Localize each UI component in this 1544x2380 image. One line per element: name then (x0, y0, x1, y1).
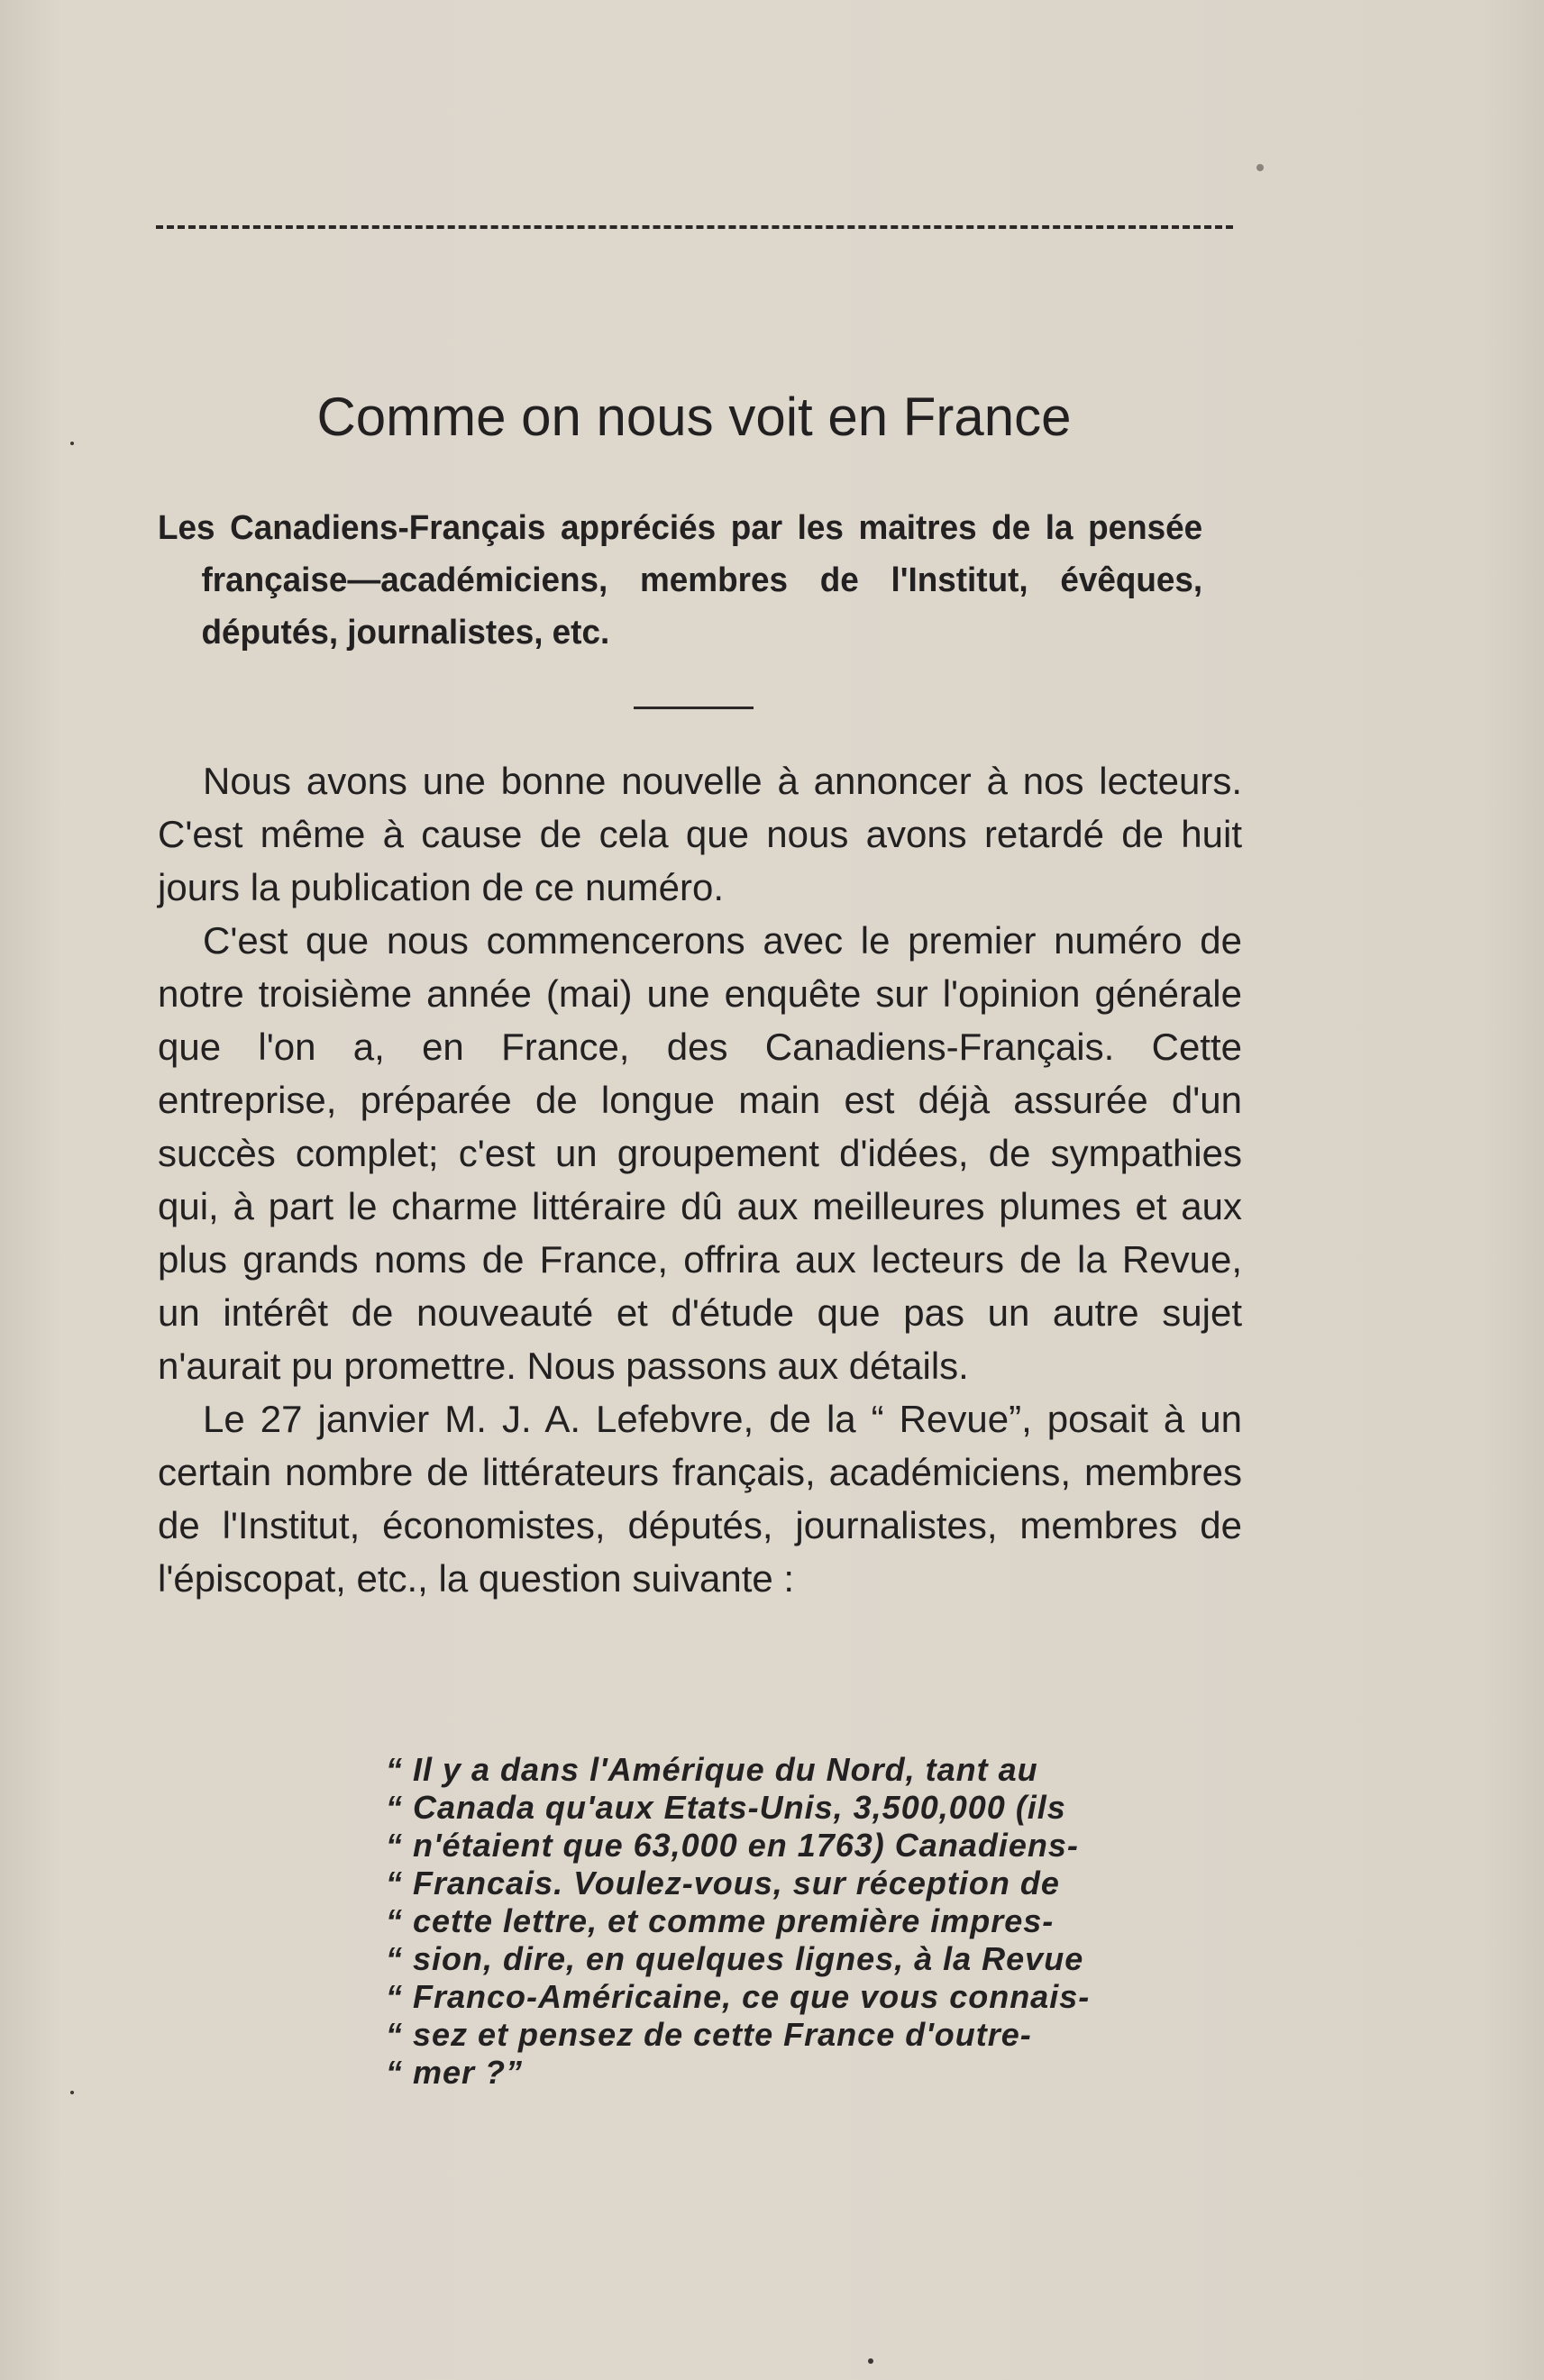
quote-line: “ sez et pensez de cette France d'outre- (386, 2016, 1032, 2053)
quote-line: “ n'étaient que 63,000 en 1763) Canadiens- (386, 1827, 1079, 1864)
paragraph-3: Le 27 janvier M. J. A. Lefebvre, de la “ Revue”, posait à un certain nombre de littérateurs français, académiciens, membres de l'Institut, économistes, députés, journalistes, membres de l'épiscopat, etc., la question suivante : (158, 1398, 1242, 1600)
quote-line: “ Franco-Américaine, ce que vous connais- (386, 1978, 1091, 2015)
page-title: Comme on nous voit en France (316, 387, 1072, 447)
quote-line: “ cette lettre, et comme première impres- (386, 1902, 1055, 1939)
paper-speck (868, 2358, 873, 2364)
subtitle: Les Canadiens-Français appréciés par les maitres de la pensée française—académiciens, membres de l'Institut, évêques, députés, journalistes, etc. (158, 509, 1203, 652)
paragraph-2: C'est que nous commencerons avec le premier numéro de notre troisième année (mai) une enquête sur l'opinion générale que l'on a, en France, des Canadiens-Français. Cette entreprise, préparée de longue main est déjà assurée d'un succès complet; c'est un groupement d'idées, de sympathies qui, à part le charme littéraire dû aux meilleures plumes et aux plus grands noms de France, offrira aux lecteurs de la Revue, un intérêt de nouveauté et d'étude que pas un autre sujet n'aurait pu promettre. Nous passons aux détails. (158, 919, 1242, 1387)
quote-line: “ Francais. Voulez-vous, sur réception de (386, 1865, 1060, 1901)
paragraph-1: Nous avons une bonne nouvelle à annoncer à nos lecteurs. C'est même à cause de cela que nous avons retardé de huit jours la publication de ce numéro. (158, 760, 1242, 908)
paper-speck (70, 2091, 74, 2094)
quote-line: “ Il y a dans l'Amérique du Nord, tant au (386, 1751, 1038, 1788)
top-rule (156, 225, 1233, 229)
quote-line: “ mer ?” (386, 2054, 524, 2091)
paper-speck (1256, 164, 1264, 171)
quoted-question (386, 1751, 1246, 2092)
separator-rule (634, 707, 754, 709)
body-text (158, 754, 1242, 1605)
quote-line: “ sion, dire, en quelques lignes, à la Revue (386, 1940, 1084, 1977)
quote-line: “ Canada qu'aux Etats-Unis, 3,500,000 (ils (386, 1789, 1066, 1826)
paper-speck (70, 442, 74, 445)
